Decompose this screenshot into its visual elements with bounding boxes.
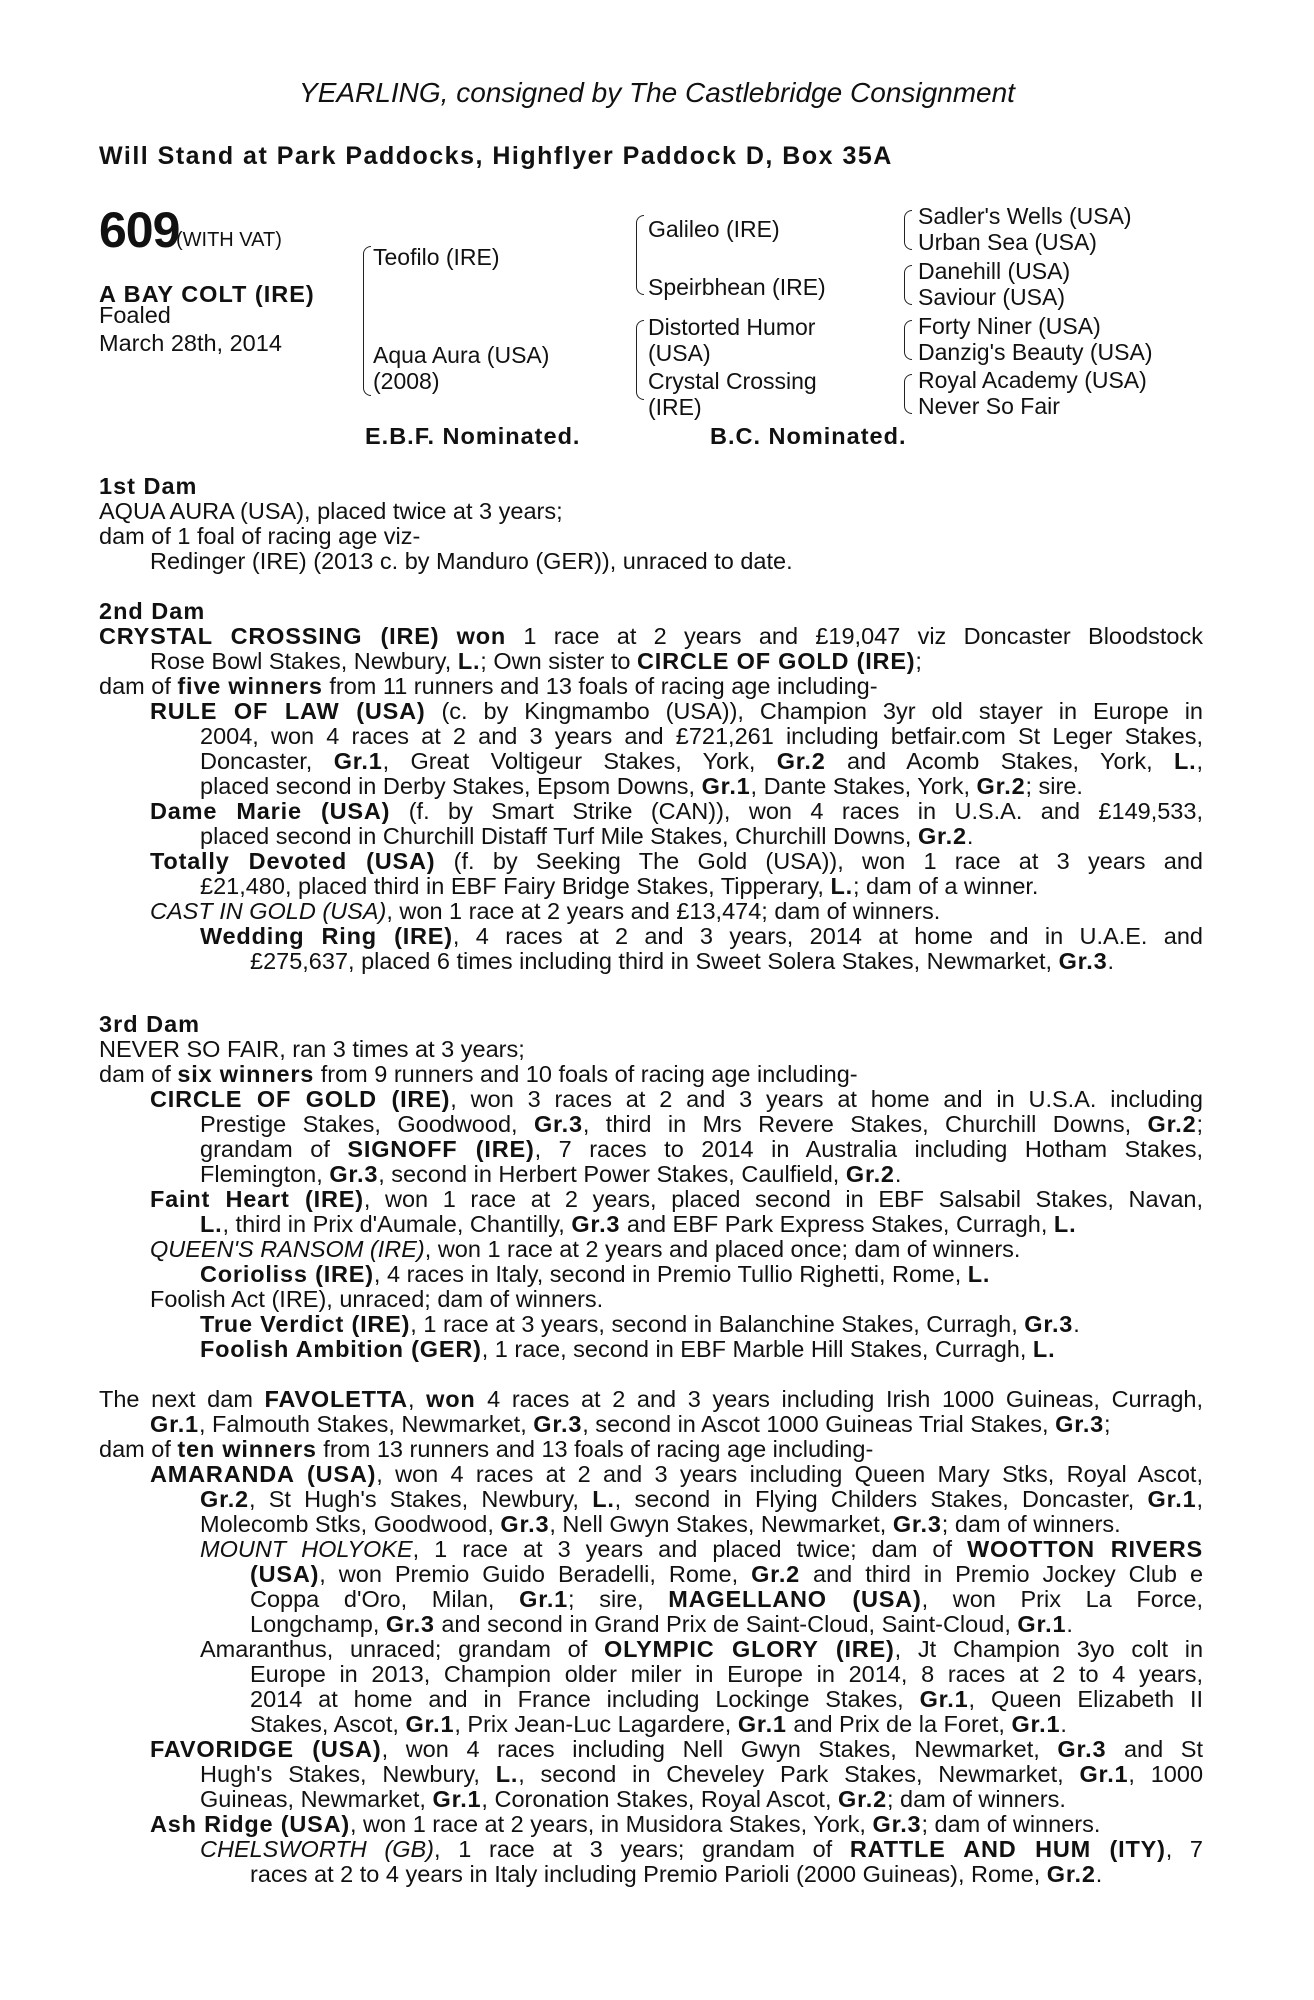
pedigree-sire: Teofilo (IRE): [373, 244, 500, 270]
second-dam-line: Rose Bowl Stakes, Newbury, L.; Own sister to CIRCLE OF GOLD (IRE);: [150, 648, 922, 674]
pedigree-sss: Sadler's Wells (USA): [918, 203, 1132, 229]
next-dam-line: dam of ten winners from 13 runners and 13 foals of racing age including-: [99, 1436, 874, 1462]
produce-line: Foolish Ambition (GER), 1 race, second in EBF Marble Hill Stakes, Curragh, L.: [200, 1336, 1056, 1362]
produce-line: Ash Ridge (USA), won 1 race at 2 years, in Musidora Stakes, York, Gr.3; dam of winners.: [150, 1811, 1101, 1837]
pedigree-dam-sire-country: (USA): [648, 340, 711, 366]
pedigree-dam-sire: Distorted Humor: [648, 314, 816, 340]
produce-line: FAVORIDGE (USA), won 4 races including Nell Gwyn Stakes, Newmarket, Gr.3 and St: [150, 1736, 1203, 1762]
pedigree-sire-dam: Speirbhean (IRE): [648, 274, 826, 300]
lot-name: A BAY COLT (IRE): [99, 281, 315, 307]
produce-line: Faint Heart (IRE), won 1 race at 2 years, placed second in EBF Salsabil Stakes, Navan,: [150, 1186, 1203, 1212]
pedigree-dss: Forty Niner (USA): [918, 313, 1101, 339]
produce-line: CAST IN GOLD (USA), won 1 race at 2 years and £13,474; dam of winners.: [150, 898, 941, 924]
produce-line: 2014 at home and in France including Lockinge Stakes, Gr.1, Queen Elizabeth II: [250, 1686, 1204, 1712]
produce-line: Flemington, Gr.3, second in Herbert Power Stakes, Caulfield, Gr.2.: [200, 1161, 902, 1187]
third-dam-line: NEVER SO FAIR, ran 3 times at 3 years;: [99, 1036, 525, 1062]
next-dam-line: The next dam FAVOLETTA, won 4 races at 2 and 3 years including Irish 1000 Guineas, Curragh,: [99, 1386, 1204, 1412]
first-dam-heading: 1st Dam: [99, 473, 198, 499]
pedigree-dam-year: (2008): [373, 368, 440, 394]
ebf-nominated: E.B.F. Nominated.: [365, 423, 581, 449]
produce-line: L., third in Prix d'Aumale, Chantilly, Gr.3 and EBF Park Express Stakes, Curragh, L.: [200, 1211, 1077, 1237]
foaled-date: March 28th, 2014: [99, 330, 282, 356]
pedigree-dam: Aqua Aura (USA): [373, 342, 550, 368]
produce-line: CHELSWORTH (GB), 1 race at 3 years; grandam of RATTLE AND HUM (ITY), 7: [200, 1836, 1203, 1862]
produce-line: 2004, won 4 races at 2 and 3 years and £721,261 including betfair.com St Leger Stakes,: [200, 723, 1203, 749]
pedigree-brace: [904, 320, 912, 360]
lot-number: 609: [99, 202, 180, 258]
first-dam-line: dam of 1 foal of racing age viz-: [99, 523, 421, 549]
produce-line: Guineas, Newmarket, Gr.1, Coronation Stakes, Royal Ascot, Gr.2; dam of winners.: [200, 1786, 1066, 1812]
produce-line: RULE OF LAW (USA) (c. by Kingmambo (USA)), Champion 3yr old stayer in Europe in: [150, 698, 1203, 724]
produce-line: Longchamp, Gr.3 and second in Grand Prix de Saint-Cloud, Saint-Cloud, Gr.1.: [250, 1611, 1073, 1637]
produce-line: Amaranthus, unraced; grandam of OLYMPIC GLORY (IRE), Jt Champion 3yo colt in: [200, 1636, 1204, 1662]
second-dam-heading: 2nd Dam: [99, 598, 206, 624]
produce-line: races at 2 to 4 years in Italy including Premio Parioli (2000 Guineas), Rome, Gr.2.: [250, 1861, 1103, 1887]
produce-line: Dame Marie (USA) (f. by Smart Strike (CAN)), won 4 races in U.S.A. and £149,533,: [150, 798, 1203, 824]
produce-line: True Verdict (IRE), 1 race at 3 years, second in Balanchine Stakes, Curragh, Gr.3.: [200, 1311, 1080, 1337]
pedigree-sire-sire: Galileo (IRE): [648, 216, 780, 242]
third-dam-heading: 3rd Dam: [99, 1011, 201, 1037]
pedigree-brace: [363, 246, 371, 396]
pedigree-dam-dam-country: (IRE): [648, 394, 702, 420]
produce-line: Corioliss (IRE), 4 races in Italy, second in Premio Tullio Righetti, Rome, L.: [200, 1261, 991, 1287]
second-dam-line: dam of five winners from 11 runners and 13 foals of racing age including-: [99, 673, 878, 699]
produce-line: (USA), won Premio Guido Beradelli, Rome, Gr.2 and third in Premio Jockey Club e: [250, 1561, 1204, 1587]
produce-line: Totally Devoted (USA) (f. by Seeking The Gold (USA)), won 1 race at 3 years and: [150, 848, 1204, 874]
pedigree-sds: Danehill (USA): [918, 258, 1071, 284]
produce-line: Stakes, Ascot, Gr.1, Prix Jean-Luc Lagardere, Gr.1 and Prix de la Foret, Gr.1.: [250, 1711, 1067, 1737]
produce-line: Coppa d'Oro, Milan, Gr.1; sire, MAGELLANO (USA), won Prix La Force,: [250, 1586, 1203, 1612]
page-title: YEARLING, consigned by The Castlebridge Consignment: [299, 77, 1015, 108]
produce-line: Gr.2, St Hugh's Stakes, Newbury, L., second in Flying Childers Stakes, Doncaster, Gr.1,: [200, 1486, 1204, 1512]
produce-line: MOUNT HOLYOKE, 1 race at 3 years and placed twice; dam of WOOTTON RIVERS: [200, 1536, 1203, 1562]
pedigree-dds: Royal Academy (USA): [918, 367, 1147, 393]
pedigree-brace: [904, 374, 912, 414]
pedigree-brace: [904, 210, 912, 250]
pedigree-sdd: Saviour (USA): [918, 284, 1065, 310]
foaled-label: Foaled: [99, 302, 171, 328]
produce-line: placed second in Churchill Distaff Turf Mile Stakes, Churchill Downs, Gr.2.: [200, 823, 974, 849]
pedigree-dsd: Danzig's Beauty (USA): [918, 339, 1153, 365]
stand-location: Will Stand at Park Paddocks, Highflyer Paddock D, Box 35A: [99, 142, 893, 170]
produce-line: Molecomb Stks, Goodwood, Gr.3, Nell Gwyn Stakes, Newmarket, Gr.3; dam of winners.: [200, 1511, 1121, 1537]
produce-line: £275,637, placed 6 times including third in Sweet Solera Stakes, Newmarket, Gr.3.: [250, 948, 1115, 974]
pedigree-dam-dam: Crystal Crossing: [648, 368, 817, 394]
produce-line: Prestige Stakes, Goodwood, Gr.3, third in Mrs Revere Stakes, Churchill Downs, Gr.2;: [200, 1111, 1204, 1137]
produce-line: Wedding Ring (IRE), 4 races at 2 and 3 years, 2014 at home and in U.A.E. and: [200, 923, 1203, 949]
pedigree-ssd: Urban Sea (USA): [918, 229, 1097, 255]
pedigree-brace: [636, 320, 644, 400]
vat-note: (WITH VAT): [176, 229, 282, 251]
third-dam-line: dam of six winners from 9 runners and 10 foals of racing age including-: [99, 1061, 858, 1087]
produce-line: grandam of SIGNOFF (IRE), 7 races to 2014 in Australia including Hotham Stakes,: [200, 1136, 1203, 1162]
pedigree-ddd: Never So Fair: [918, 393, 1060, 419]
pedigree-brace: [904, 265, 912, 305]
bc-nominated: B.C. Nominated.: [710, 423, 907, 449]
pedigree-brace: [636, 215, 644, 295]
first-dam-line: AQUA AURA (USA), placed twice at 3 years;: [99, 498, 563, 524]
produce-line: Foolish Act (IRE), unraced; dam of winners.: [150, 1286, 604, 1312]
produce-line: QUEEN'S RANSOM (IRE), won 1 race at 2 years and placed once; dam of winners.: [150, 1236, 1021, 1262]
produce-line: AMARANDA (USA), won 4 races at 2 and 3 years including Queen Mary Stks, Royal Ascot,: [150, 1461, 1203, 1487]
second-dam-line: CRYSTAL CROSSING (IRE) won 1 race at 2 years and £19,047 viz Doncaster Bloodstock: [99, 623, 1203, 649]
produce-line: Europe in 2013, Champion older miler in Europe in 2014, 8 races at 2 to 4 years,: [250, 1661, 1203, 1687]
produce-line: placed second in Derby Stakes, Epsom Downs, Gr.1, Dante Stakes, York, Gr.2; sire.: [200, 773, 1083, 799]
produce-line: Hugh's Stakes, Newbury, L., second in Cheveley Park Stakes, Newmarket, Gr.1, 1000: [200, 1761, 1204, 1787]
first-dam-line: Redinger (IRE) (2013 c. by Manduro (GER)), unraced to date.: [150, 548, 793, 574]
produce-line: Doncaster, Gr.1, Great Voltigeur Stakes, York, Gr.2 and Acomb Stakes, York, L.,: [200, 748, 1204, 774]
next-dam-line: Gr.1, Falmouth Stakes, Newmarket, Gr.3, second in Ascot 1000 Guineas Trial Stakes, Gr.3;: [150, 1411, 1111, 1437]
produce-line: £21,480, placed third in EBF Fairy Bridge Stakes, Tipperary, L.; dam of a winner.: [200, 873, 1039, 899]
produce-line: CIRCLE OF GOLD (IRE), won 3 races at 2 and 3 years at home and in U.S.A. including: [150, 1086, 1203, 1112]
